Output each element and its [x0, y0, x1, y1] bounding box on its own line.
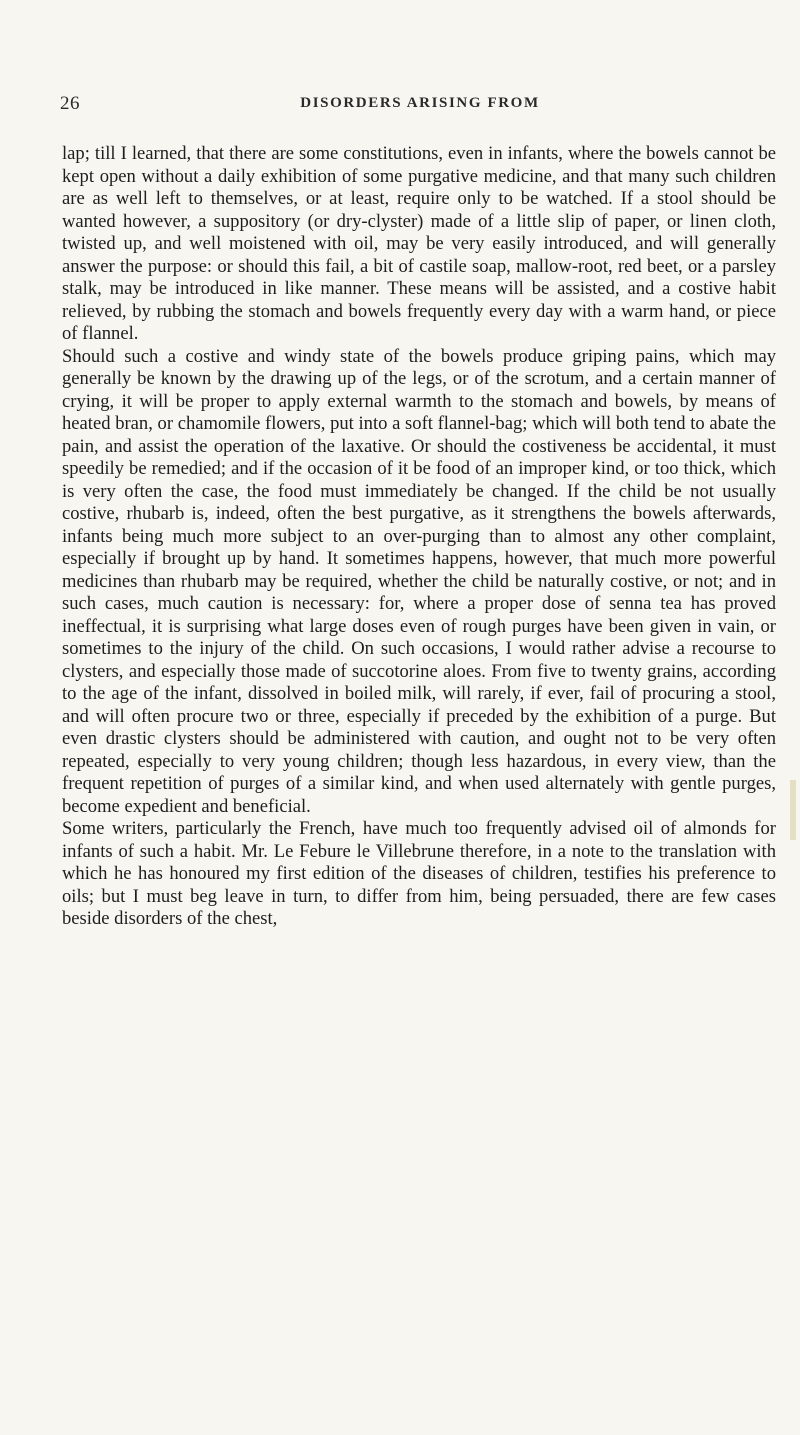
page-header — [60, 93, 780, 113]
page-edge-stain — [790, 780, 796, 840]
body-text — [62, 143, 776, 931]
paragraph-3: Some writers, particularly the French, have much too frequently advised oil of almonds for infants of such a habit. Mr. Le Febure le Villebrune therefore, in a note to the translation with which he has honoured my first edition of the diseases of children, testifies his preference to oils; but I must beg leave in turn, to differ from him, being persuaded, there are few cases beside disorders of the chest, — [62, 818, 776, 929]
page-number: 26 — [60, 93, 80, 114]
paragraph-2: Should such a costive and windy state of the bowels produce griping pains, which may generally be known by the drawing up of the legs, or of the scrotum, and a certain manner of crying, it will be proper to apply external warmth to the stomach and bowels, by means of heated bran, or chamomile flowers, put into a soft flannel-bag; which will both tend to abate the pain, and assist the operation of the laxative. Or should the costiveness be accidental, it must speedily be remedied; and if the occasion of it be food of an improper kind, or too thick, which is very often the case, the food must immediately be changed. If the child be not usually costive, rhubarb is, indeed, often the best purgative, as it strengthens the bowels afterwards, infants being much more subject to an over-purging than to almost any other complaint, especially if brought up by hand. It sometimes happens, however, that much more powerful medicines than rhubarb may be required, whether the child be naturally costive, or not; and in such cases, much caution is necessary: for, where a proper dose of senna tea has proved ineffectual, it is surprising what large doses even of rough purges have been given in vain, or sometimes to the injury of the child. On such occasions, I would rather advise a recourse to clysters, and especially those made of succotorine aloes. From five to twenty grains, according to the age of the infant, dissolved in boiled milk, will rarely, if ever, fail of procuring a stool, and will often procure two or three, especially if preceded by the exhibition of a purge. But even drastic clysters should be administered with caution, and ought not to be very often repeated, especially to very young children; though less hazardous, in every view, than the frequent repetition of purges of a similar kind, and when used alternately with gentle purges, become expedient and beneficial. — [62, 345, 776, 817]
paragraph-1: lap; till I learned, that there are some constitutions, even in infants, where the bowels cannot be kept open without a daily exhibition of some purgative medicine, and that many such children are as well left to themselves, or at least, require only to be watched. If a stool should be wanted however, a suppository (or dry-clyster) made of a little slip of paper, or linen cloth, twisted up, and well moistened with oil, may be very easily introduced, and will generally answer the purpose: or should this fail, a bit of castile soap, mallow-root, red beet, or a parsley stalk, may be introduced in like manner. These means will be assisted, and a costive habit relieved, by rubbing the stomach and bowels frequently every day with a warm hand, or piece of flannel. — [62, 143, 776, 344]
running-title: DISORDERS ARISING FROM — [300, 95, 540, 111]
